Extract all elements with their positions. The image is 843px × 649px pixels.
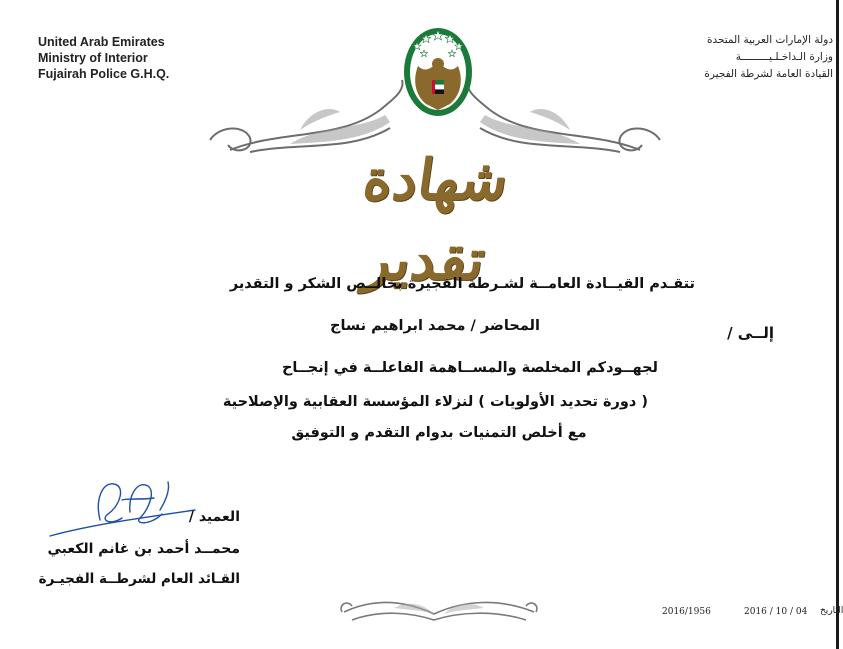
date-label: التاريخ <box>820 606 843 616</box>
header-arabic <box>653 32 833 83</box>
header-ministry: Ministry of Interior <box>38 51 148 65</box>
to-label: إلــى / <box>727 324 774 342</box>
bottom-ornament <box>334 590 544 630</box>
header-country: United Arab Emirates <box>38 35 165 49</box>
header-country-ar: دولة الإمارات العربية المتحدة <box>706 34 833 46</box>
body-line-course: ( دورة تحديد الأولويات ) لنزلاء المؤسسة العقابية والإصلاحية <box>222 394 648 410</box>
certificate-title: شهادة تقدير <box>359 147 513 293</box>
body-line-thanks: تتقـدم القيــادة العامــة لشـرطة الفجيرة بخالــص الشكر و التقدير <box>229 276 695 292</box>
signatory-name: محمــد أحمد بن غانم الكعبي <box>47 541 240 557</box>
header-police: Fujairah Police G.H.Q. <box>38 67 170 81</box>
header-english <box>38 34 169 82</box>
page-edge <box>836 0 839 649</box>
header-ministry-ar: وزارة الـداخـلـيـــــــــة <box>735 51 833 63</box>
header-police-ar: القيادة العامة لشرطة الفجيرة <box>704 68 833 80</box>
handwritten-signature <box>30 470 200 540</box>
signatory-role: القـائد العام لشرطــة الفجيـرة <box>38 571 240 587</box>
uae-police-emblem <box>402 26 474 118</box>
body-line-wishes: مع أخلص التمنيات بدوام التقدم و التوفيق <box>291 425 587 441</box>
reference-number: 2016/1956 <box>662 607 711 617</box>
body-line-efforts: لجهــودكم المخلصة والمســاهمة الفاعلــة في إنجــاح <box>281 360 658 376</box>
issue-date: 2016 / 10 / 04 <box>744 607 808 617</box>
recipient-name: المحاضر / محمد ابراهيم نساج <box>330 318 540 334</box>
signatory-rank: العميد / <box>188 509 240 525</box>
